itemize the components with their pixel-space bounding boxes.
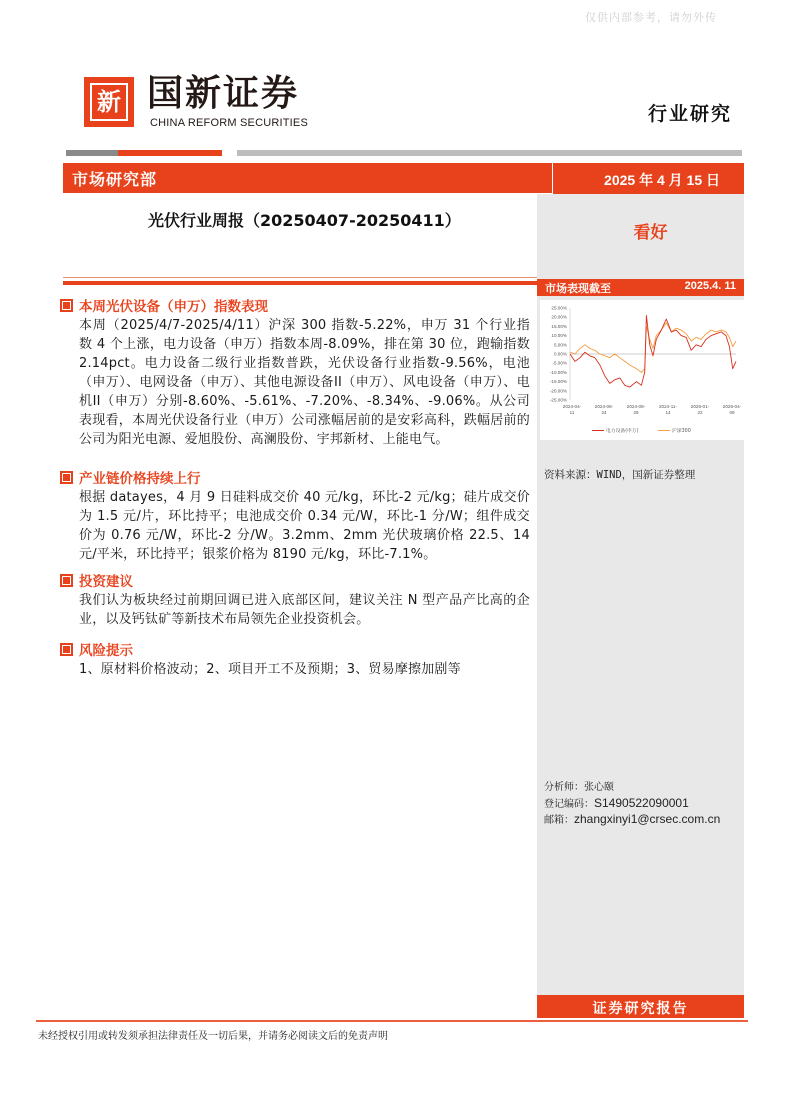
header-divider xyxy=(237,150,742,156)
market-performance-chart xyxy=(540,300,744,440)
svg-text:09: 09 xyxy=(729,410,735,415)
section-bullet-icon xyxy=(60,299,73,312)
svg-text:20.00%: 20.00% xyxy=(551,314,567,320)
svg-text:2024-08-: 2024-08- xyxy=(626,404,646,409)
chart-source: 资料来源：WIND，国新证券整理 xyxy=(544,469,696,481)
company-logo-icon xyxy=(84,77,134,127)
section-bullet-icon xyxy=(60,574,73,587)
section-supply-chain-prices xyxy=(60,468,530,564)
section-title: 产业链价格持续上行 xyxy=(79,471,201,487)
analyst-label: 分析师： xyxy=(544,782,584,793)
header-divider xyxy=(66,150,118,156)
registration-code: S1490522090001 xyxy=(594,795,689,810)
email-link[interactable]: zhangxinyi1@crsec.com.cn xyxy=(574,812,721,826)
svg-text:22: 22 xyxy=(697,410,703,415)
svg-text:2025-01-: 2025-01- xyxy=(690,404,710,409)
report-date: 2025 年 4 月 15 日 xyxy=(604,172,720,188)
section-title: 本周光伏设备（申万）指数表现 xyxy=(79,299,268,315)
section-body: 1、原材料价格波动；2、项目开工不及预期；3、贸易摩擦加剧等 xyxy=(79,662,461,677)
analyst-name-row xyxy=(544,779,720,796)
svg-text:-5.00%: -5.00% xyxy=(552,360,567,366)
analyst-name: 张心颐 xyxy=(584,782,614,793)
section-title: 投资建议 xyxy=(79,574,133,590)
section-investment-advice xyxy=(60,571,530,629)
line-chart xyxy=(540,300,744,440)
header-divider xyxy=(118,150,222,156)
report-badge: 证券研究报告 xyxy=(592,1001,689,1017)
svg-text:-10.00%: -10.00% xyxy=(549,369,567,375)
svg-text:29: 29 xyxy=(633,410,639,415)
email-label: 邮箱： xyxy=(544,815,574,826)
svg-text:0.00%: 0.00% xyxy=(553,351,567,357)
svg-text:-25.00%: -25.00% xyxy=(549,397,567,403)
section-body: 本周（2025/4/7-2025/4/11）沪深 300 指数-5.22%，申万 31 个行业指数 4 个上涨，电力设备（申万）指数本周-8.09%，排在第 30 位，跑输指数 2.14pct。电力设备二级行业指数普跌，光伏设备行业指数-9.56%，电池（申万）、电网设备（申万）、其他电源设备II（申万）、风电设备（申万）、电机II（申万）分别-8.60%、-5.61%、-7.20%、-8.34%、-9.06%。从公司表现看，本周光伏设备行业（申万）公司涨幅居前的是安彩高科，跌幅居前的公司为阳光电源、爱旭股份、高澜股份、宇邦新材、上能电气。 xyxy=(79,318,530,447)
svg-text:2025-04-: 2025-04- xyxy=(722,404,742,409)
svg-text:11: 11 xyxy=(569,410,575,415)
svg-text:14: 14 xyxy=(665,410,671,415)
section-bullet-icon xyxy=(60,471,73,484)
section-index-performance xyxy=(60,296,530,449)
svg-text:25.00%: 25.00% xyxy=(551,305,567,311)
market-date: 2025.4. 11 xyxy=(684,280,736,292)
svg-text:2024-04-: 2024-04- xyxy=(562,404,582,409)
company-name-cn: 国新证券 xyxy=(147,73,300,114)
department-label: 市场研究部 xyxy=(72,170,158,189)
disclaimer: 未经授权引用或转发须承担法律责任及一切后果，并请务必阅读文后的免责声明 xyxy=(38,1031,388,1042)
email-row xyxy=(544,812,720,829)
svg-text:2024-06-: 2024-06- xyxy=(594,404,614,409)
svg-text:24: 24 xyxy=(601,410,607,415)
section-body: 我们认为板块经过前期回调已进入底部区间，建议关注 N 型产品产比高的企业，以及钙钛矿等新技术布局领先企业投资机会。 xyxy=(79,593,530,627)
section-bullet-icon xyxy=(60,643,73,656)
svg-text:2024-11-: 2024-11- xyxy=(658,404,678,409)
rating-badge: 看好 xyxy=(633,223,668,243)
registration-label: 登记编码： xyxy=(544,798,594,810)
report-title: 光伏行业周报（20250407-20250411） xyxy=(148,211,461,230)
title-divider xyxy=(63,281,537,285)
svg-text:-15.00%: -15.00% xyxy=(549,379,567,385)
section-title: 风险提示 xyxy=(79,643,133,659)
section-risk-warning xyxy=(60,640,530,679)
svg-text:10.00%: 10.00% xyxy=(551,333,567,339)
company-name-en: CHINA REFORM SECURITIES xyxy=(150,117,309,129)
report-badge-bar xyxy=(537,995,744,1018)
department-bar xyxy=(63,163,552,193)
market-label: 市场表现截至 xyxy=(545,282,611,295)
svg-text:5.00%: 5.00% xyxy=(553,342,567,348)
watermark: 仅供内部参考，请勿外传 xyxy=(585,11,717,24)
date-bar xyxy=(553,163,744,194)
title-divider xyxy=(63,277,537,278)
svg-text:-20.00%: -20.00% xyxy=(549,388,567,394)
svg-text:15.00%: 15.00% xyxy=(551,323,567,329)
registration-row xyxy=(544,796,720,813)
svg-text:沪深300: 沪深300 xyxy=(672,429,691,434)
logo-glyph: 新 xyxy=(90,83,128,121)
section-body: 根据 datayes，4 月 9 日硅料成交价 40 元/kg，环比-2 元/kg；硅片成交价为 1.5 元/片，环比持平；电池成交价 0.34 元/W，环比-1 分/W；组件成交价为 0.76 元/W，环比-2 分/W。3.2mm、2mm 光伏玻璃价格 22.5、14 元/平米，环比持平；银浆价格为 8190 元/kg，环比-7.1%。 xyxy=(79,490,530,562)
footer-divider xyxy=(36,1020,748,1022)
report-type: 行业研究 xyxy=(648,103,733,125)
analyst-info xyxy=(544,779,720,829)
svg-text:电力设备(申万): 电力设备(申万) xyxy=(606,429,639,434)
market-performance-bar xyxy=(537,279,744,296)
